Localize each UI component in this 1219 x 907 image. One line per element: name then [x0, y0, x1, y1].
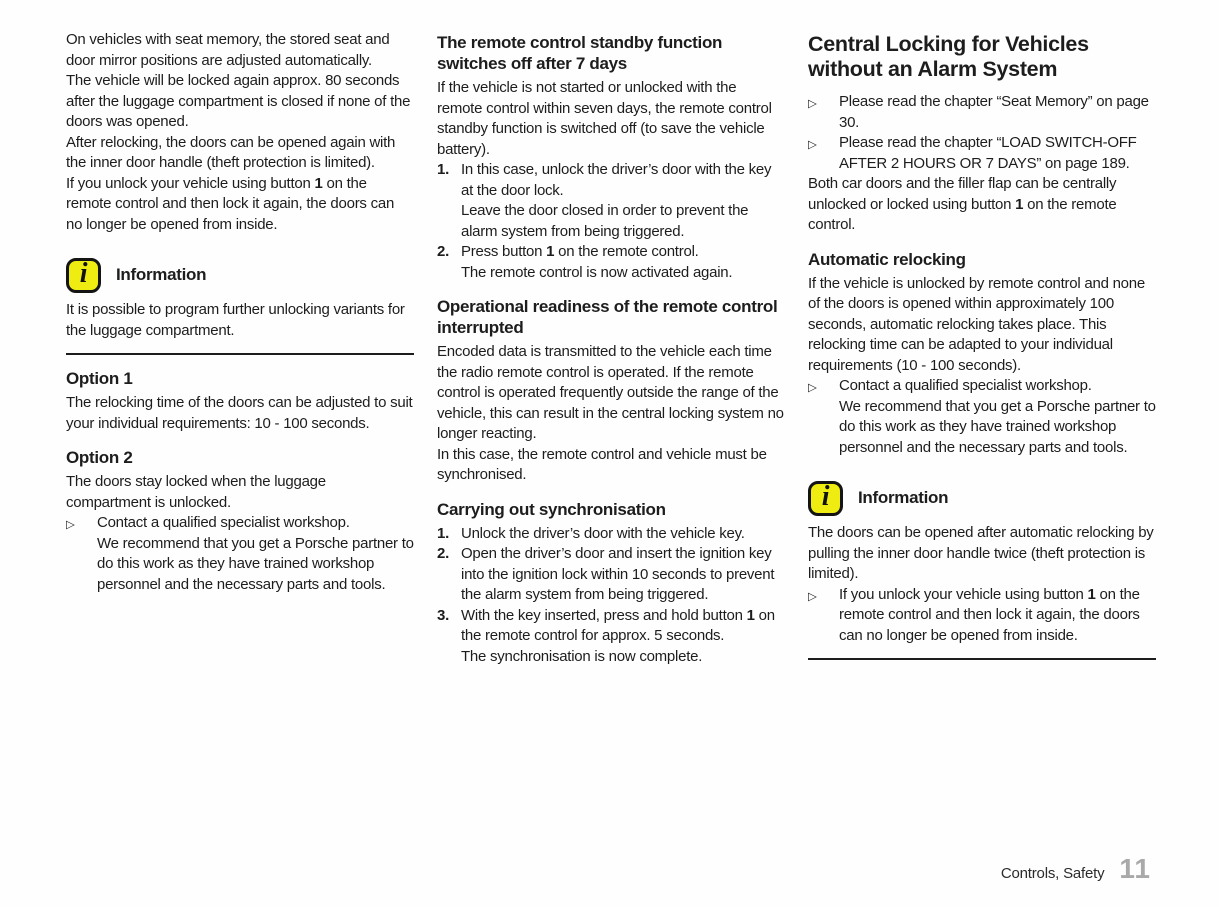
action-bullet-item	[66, 513, 414, 595]
footer-page-number: 11	[1119, 853, 1151, 884]
list-item-number: 1.	[437, 524, 450, 542]
action-bullet-item	[808, 133, 1156, 174]
divider-line	[808, 658, 1156, 660]
list-item-text: Leave the door closed in order to prevent the alarm system from being triggered.	[461, 202, 749, 240]
subsection-heading: The remote control standby function switches off after 7 days	[437, 33, 723, 73]
action-bullet-text: Contact a qualified specialist workshop.	[97, 514, 350, 531]
action-bullet-text: We recommend that you get a Porsche partner to do this work as they have trained workshop personnel and the necessary parts and tools.	[97, 534, 414, 593]
action-bullet-text: If you unlock your vehicle using button 1 on the remote control and then lock it again, the doors can no longer be opened from inside.	[839, 585, 1140, 644]
numbered-list-item	[437, 242, 785, 283]
action-bullet-text: Contact a qualified specialist workshop.	[839, 377, 1092, 394]
subsection-heading: Option 1	[66, 369, 133, 388]
footer-section-label: Controls, Safety	[1000, 865, 1105, 882]
list-item-number: 3.	[437, 606, 450, 624]
numbered-list-item	[437, 606, 785, 668]
list-item-text: With the key inserted, press and hold button 1 on the remote control for approx. 5 seconds.	[461, 606, 775, 644]
subsection-heading: Option 2	[66, 448, 133, 467]
paragraph: After relocking, the doors can be opened again with the inner door handle (theft protection is limited).	[66, 133, 396, 171]
paragraph: The vehicle will be locked again approx. 80 seconds after the luggage compartment is closed if none of the doors was opened.	[66, 72, 411, 130]
action-bullet-item	[808, 585, 1156, 647]
information-icon: i	[66, 258, 101, 293]
paragraph: In this case, the remote control and vehicle must be synchronised.	[437, 445, 767, 483]
column-right	[808, 30, 1156, 669]
numbered-list-item	[437, 524, 785, 545]
information-label: Information	[858, 488, 949, 508]
numbered-list	[437, 524, 785, 668]
list-item-number: 1.	[437, 161, 450, 178]
numbered-list-item	[437, 160, 785, 242]
list-item-text: The remote control is now activated again.	[461, 263, 733, 281]
list-item-text: The synchronisation is now complete.	[461, 647, 703, 665]
paragraph: If you unlock your vehicle using button 1 on the remote control and then lock it again, the doors can no longer be opened from inside.	[66, 174, 395, 233]
action-bullet-item	[808, 376, 1156, 458]
action-bullet-text: We recommend that you get a Porsche partner to do this work as they have trained workshop personnel and the necessary parts and tools.	[839, 397, 1156, 456]
page-footer	[1001, 853, 1151, 885]
paragraph: The doors stay locked when the luggage compartment is unlocked.	[66, 473, 326, 511]
paragraph: If the vehicle is not started or unlocked with the remote control within seven days, the remote control standby function is switched off (to save the vehicle battery).	[437, 79, 772, 158]
triangle-bullet-icon: ▷	[808, 382, 817, 394]
list-item-text: Unlock the driver’s door with the vehicle key.	[461, 524, 745, 542]
list-item-text: Press button 1 on the remote control.	[461, 243, 699, 260]
paragraph: The doors can be opened after automatic relocking by pulling the inner door handle twice (theft protection is limited).	[808, 524, 1154, 582]
subsection-heading: Automatic relocking	[808, 249, 966, 269]
numbered-list	[437, 160, 785, 283]
action-bullet-text: Please read the chapter “Seat Memory” on page 30.	[839, 93, 1149, 131]
numbered-list-item	[437, 544, 785, 606]
triangle-bullet-icon: ▷	[808, 590, 817, 603]
action-bullet-item	[808, 92, 1156, 133]
divider-line	[66, 353, 414, 355]
information-callout	[66, 258, 414, 293]
column-middle	[437, 30, 785, 669]
triangle-bullet-icon: ▷	[66, 519, 75, 531]
paragraph: On vehicles with seat memory, the stored seat and door mirror positions are adjusted automatically.	[66, 31, 390, 69]
paragraph: It is possible to program further unlocking variants for the luggage compartment.	[66, 301, 405, 339]
list-item-number: 2.	[437, 243, 450, 260]
subsection-heading: Operational readiness of the remote control interrupted	[437, 297, 778, 337]
list-item-number: 2.	[437, 545, 450, 562]
triangle-bullet-icon: ▷	[808, 98, 817, 110]
information-callout	[808, 481, 1156, 516]
subsection-heading: Carrying out synchronisation	[437, 499, 666, 519]
list-item-text: In this case, unlock the driver’s door with the key at the door lock.	[461, 161, 772, 199]
list-item-text: Open the driver’s door and insert the ignition key into the ignition lock within 10 seconds to prevent the alarm system from being triggered.	[461, 545, 775, 603]
paragraph: The relocking time of the doors can be adjusted to suit your individual requirements: 10 - 100 seconds.	[66, 394, 413, 432]
section-title: Central Locking for Vehicles without an Alarm System	[808, 32, 1089, 81]
column-left	[66, 30, 414, 669]
information-label: Information	[116, 265, 207, 285]
triangle-bullet-icon: ▷	[808, 139, 817, 151]
paragraph: Both car doors and the filler flap can be centrally unlocked or locked using button 1 on the remote control.	[808, 175, 1117, 233]
paragraph: If the vehicle is unlocked by remote control and none of the doors is opened within approximately 100 seconds, automatic relocking takes place. This relocking time can be adapted to your individual requirements (10 - 100 seconds).	[808, 274, 1145, 374]
information-icon: i	[808, 481, 843, 516]
paragraph: Encoded data is transmitted to the vehicle each time the radio remote control is operated. If the remote control is operated frequently outside the range of the vehicle, this can result in the central locking system no longer reacting.	[437, 343, 784, 442]
action-bullet-text: Please read the chapter “LOAD SWITCH-OFF AFTER 2 HOURS OR 7 DAYS” on page 189.	[839, 134, 1137, 172]
